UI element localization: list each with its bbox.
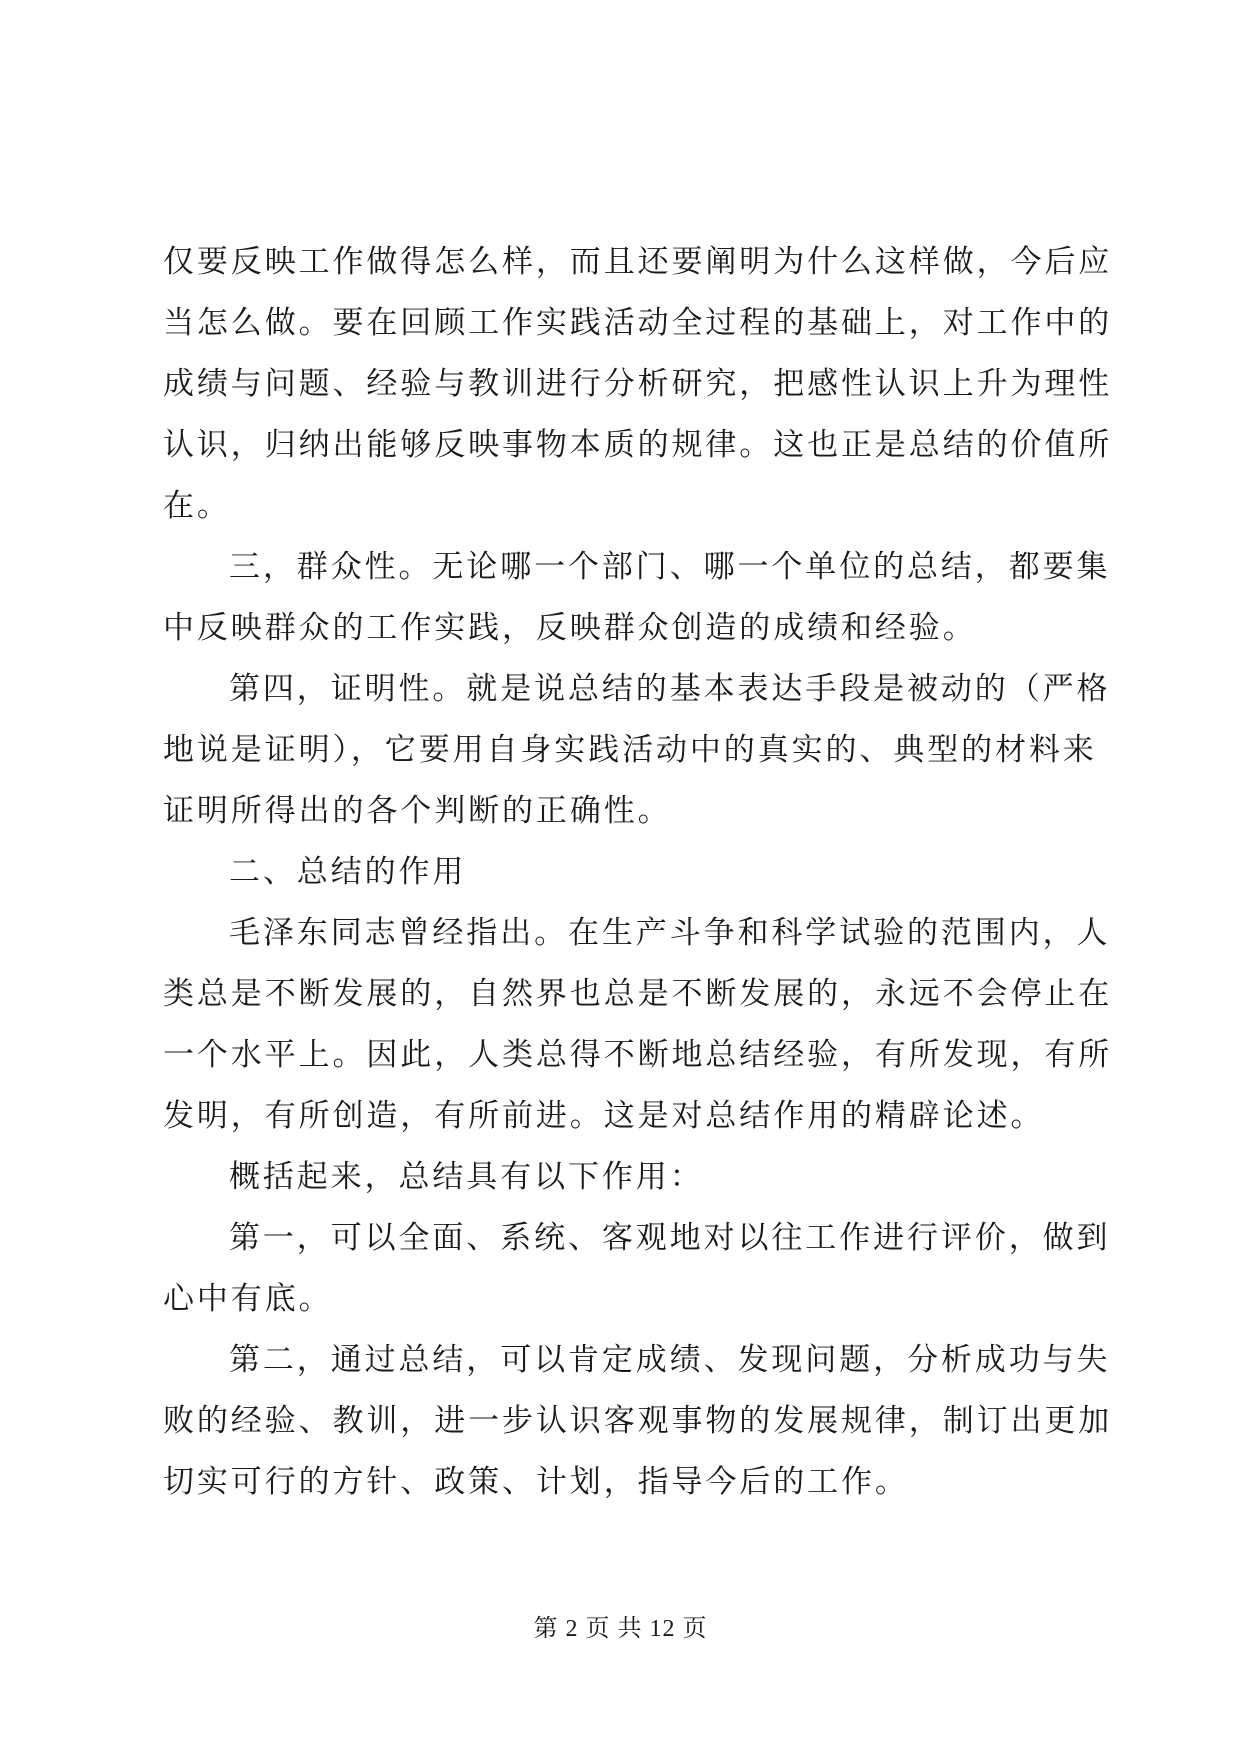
text-line: 类总是不断发展的，自然界也总是不断发展的，永远不会停止在 <box>163 976 1113 1012</box>
paragraph-quote-line: 毛泽东同志曾经指出。在生产斗争和科学试验的范围内，人 <box>229 915 1111 951</box>
body-text <box>163 232 1113 1513</box>
paragraph-first-line: 第一，可以全面、系统、客观地对以往工作进行评价，做到 <box>229 1220 1111 1256</box>
text-line: 一个水平上。因此，人类总得不断地总结经验，有所发现，有所 <box>163 1037 1113 1073</box>
text-line: 在。 <box>163 488 231 524</box>
paragraph-second-line: 第二，通过总结，可以肯定成绩、发现问题，分析成功与失 <box>229 1342 1111 1378</box>
text-line: 中反映群众的工作实践，反映群众创造的成绩和经验。 <box>163 610 977 646</box>
paragraph-four-line: 第四，证明性。就是说总结的基本表达手段是被动的（严格 <box>229 671 1111 707</box>
section-heading: 二、总结的作用 <box>229 854 467 890</box>
text-line: 仅要反映工作做得怎么样，而且还要阐明为什么这样做，今后应 <box>163 244 1113 280</box>
text-line: 当怎么做。要在回顾工作实践活动全过程的基础上，对工作中的 <box>163 305 1113 341</box>
paragraph-three-line: 三，群众性。无论哪一个部门、哪一个单位的总结，都要集 <box>229 549 1111 585</box>
text-line: 发明，有所创造，有所前进。这是对总结作用的精辟论述。 <box>163 1098 1045 1134</box>
text-line: 证明所得出的各个判断的正确性。 <box>163 793 672 829</box>
text-line: 地说是证明），它要用自身实践活动中的真实的、典型的材料来 <box>163 732 1097 768</box>
text-line: 心中有底。 <box>163 1281 333 1317</box>
text-line: 成绩与问题、经验与教训进行分析研究，把感性认识上升为理性 <box>163 366 1113 402</box>
text-line: 切实可行的方针、政策、计划，指导今后的工作。 <box>163 1464 909 1500</box>
text-line: 认识，归纳出能够反映事物本质的规律。这也正是总结的价值所 <box>163 427 1113 463</box>
page-number-footer: 第 2 页 共 12 页 <box>533 1616 708 1642</box>
text-line: 败的经验、教训，进一步认识客观事物的发展规律，制订出更加 <box>163 1403 1113 1439</box>
paragraph-summary-line: 概括起来，总结具有以下作用： <box>229 1159 704 1195</box>
